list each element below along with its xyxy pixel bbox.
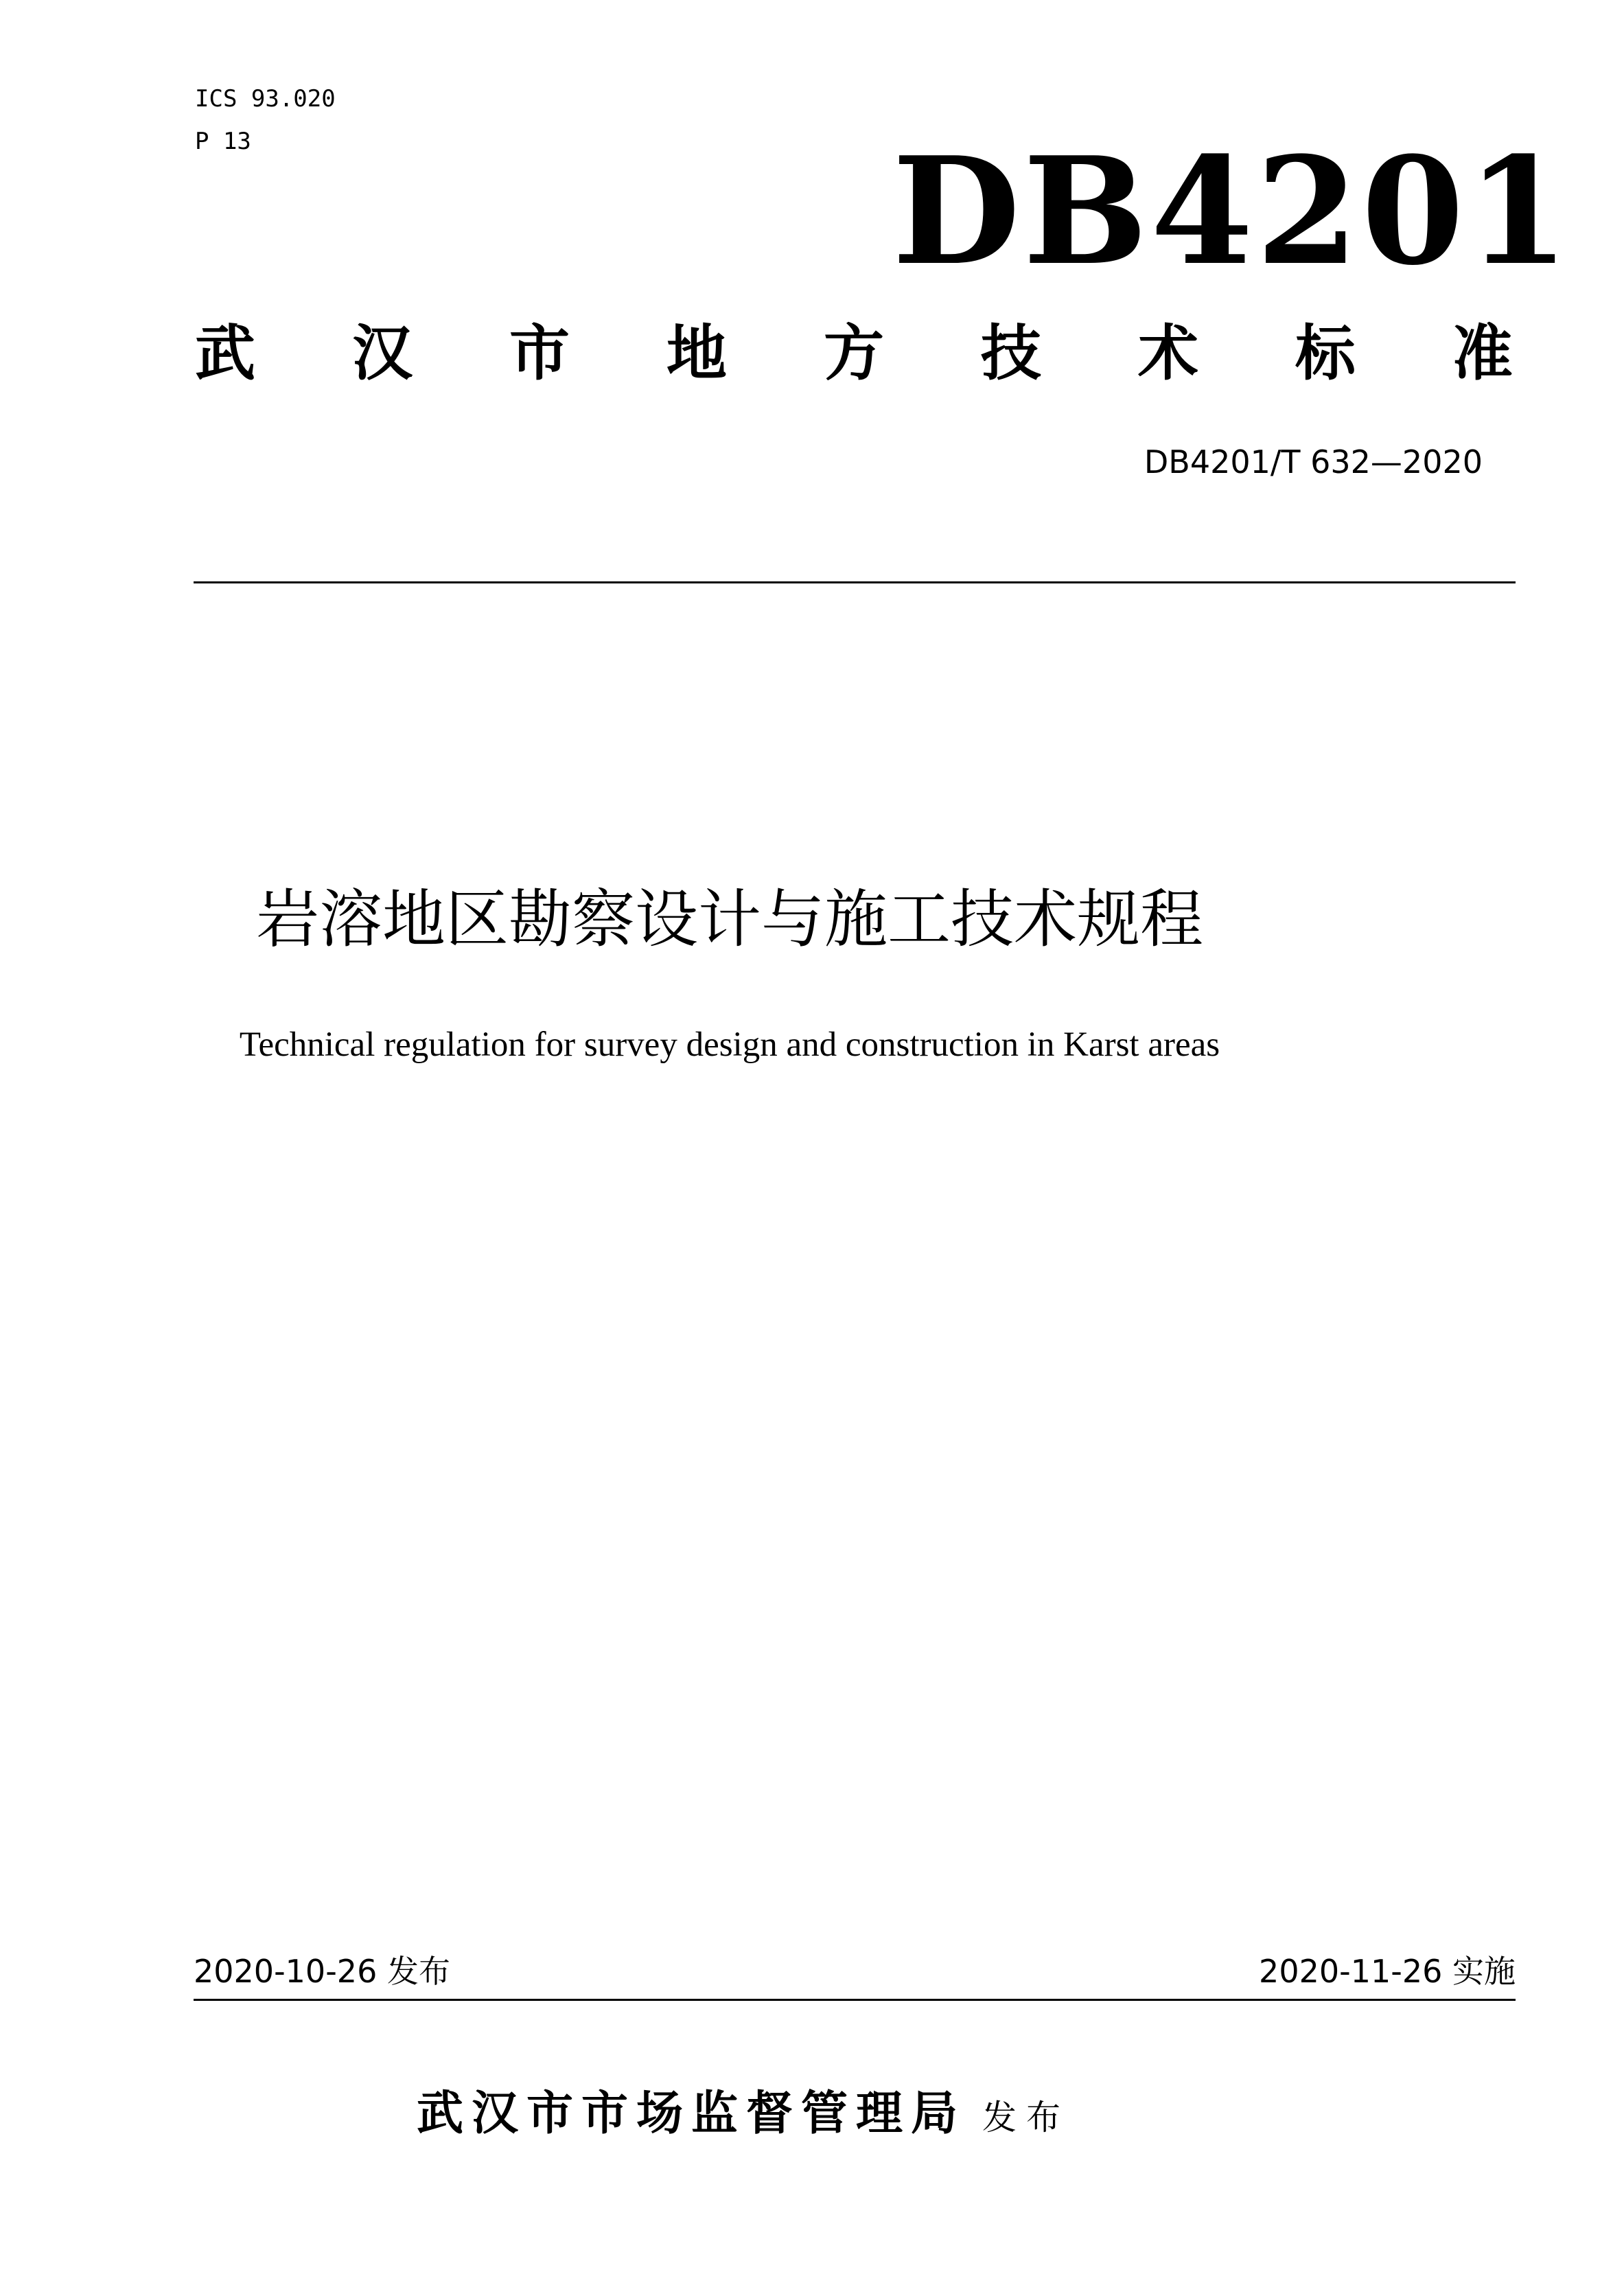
standard-type xyxy=(195,316,1513,391)
standard-type-char: 标 xyxy=(1295,318,1356,389)
issuer-action: 发布 xyxy=(982,2098,1070,2137)
standard-type-char: 市 xyxy=(509,318,570,389)
standard-type-char: 术 xyxy=(1137,318,1198,389)
standard-type-char: 准 xyxy=(1452,318,1513,389)
document-title-chinese: 岩溶地区勘察设计与施工技术规程 xyxy=(255,883,1203,956)
standard-type-char: 方 xyxy=(823,318,884,389)
publish-date: 2020-10-26 发布 xyxy=(194,1953,450,1990)
document-title-english: Technical regulation for survey design and construction in Karst areas xyxy=(239,1025,1220,1064)
issuer-line xyxy=(0,2080,1555,2160)
ics-code: ICS 93.020 xyxy=(195,85,336,113)
standard-type-char: 武 xyxy=(195,318,256,389)
top-divider xyxy=(194,581,1516,583)
issuer-organization: 武汉市市场监督管理局 xyxy=(416,2087,966,2141)
classification-code: P 13 xyxy=(195,128,251,155)
standard-prefix: DB4201 xyxy=(892,124,1573,298)
standard-type-char: 地 xyxy=(666,318,727,389)
standard-code: DB4201/T 632—2020 xyxy=(1144,443,1483,480)
bottom-divider xyxy=(194,1999,1516,2001)
standard-type-char: 汉 xyxy=(351,318,413,389)
standard-type-char: 技 xyxy=(980,318,1041,389)
implement-date: 2020-11-26 实施 xyxy=(1259,1953,1516,1990)
